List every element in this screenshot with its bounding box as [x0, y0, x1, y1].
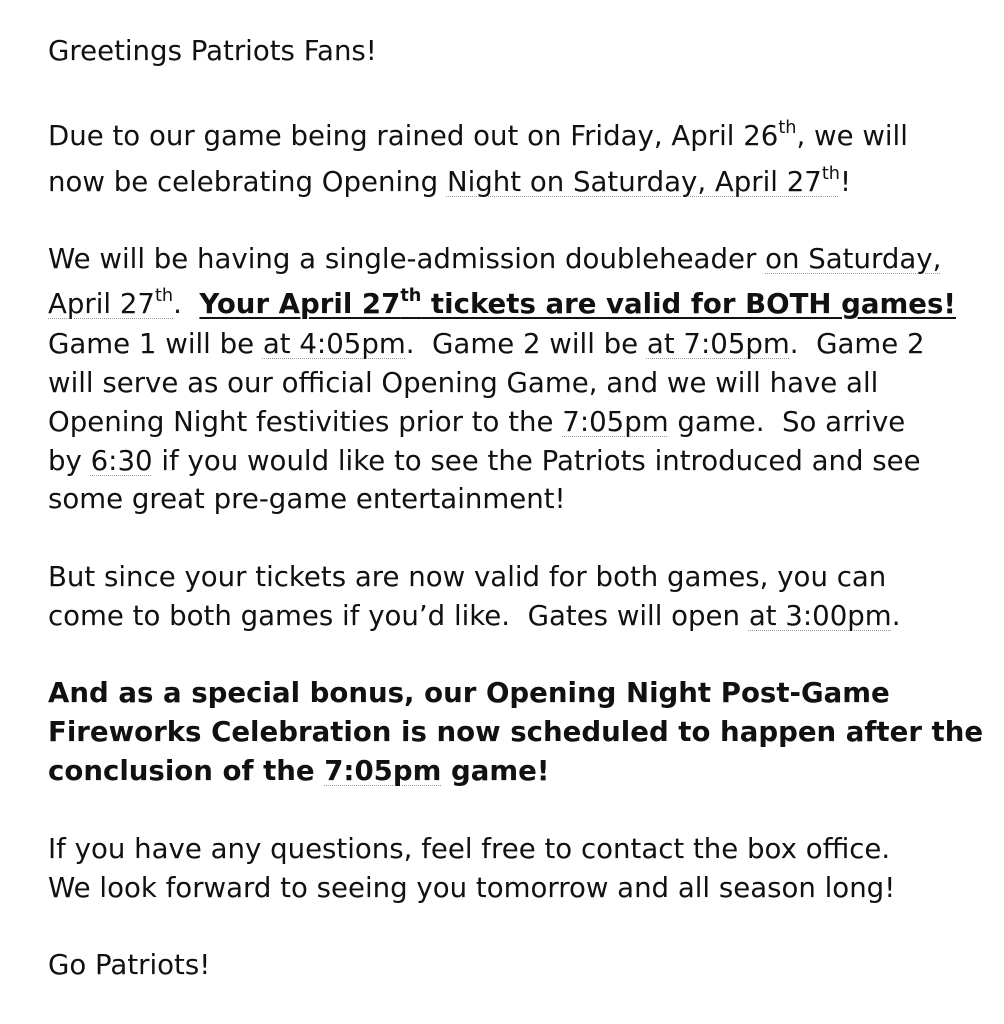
tickets-valid-notice-start: Your April 27: [199, 287, 401, 320]
rainout-text: Due to our game being rained out on Friday, April 26: [48, 119, 779, 152]
doubleheader-line-7: some great pre-game entertainment!: [48, 482, 566, 515]
greeting: Greetings Patriots Fans!: [48, 34, 377, 67]
closing: Go Patriots!: [48, 948, 211, 981]
doubleheader-text: We will be having a single-admission doubleheader: [48, 242, 766, 275]
festivities-time-link[interactable]: 7:05pm: [562, 405, 669, 438]
opening-night-date-link[interactable]: [447, 165, 840, 198]
gates-text-end: .: [891, 599, 901, 632]
rainout-line-2: [48, 163, 851, 201]
game-2-text-end: . Game 2: [789, 327, 925, 360]
sentence-gap: .: [173, 287, 200, 320]
rainout-line-1: [48, 117, 908, 155]
game-1-time-link[interactable]: at 4:05pm: [262, 327, 406, 360]
fireworks-text-end: game!: [441, 754, 550, 787]
ordinal-suffix: th: [778, 118, 797, 139]
ordinal-suffix: th: [821, 164, 840, 185]
doubleheader-line-6: [48, 442, 921, 480]
game-2-text: . Game 2 will be: [405, 327, 647, 360]
april-27-date-link[interactable]: [48, 287, 173, 320]
fireworks-line-3: [48, 752, 549, 790]
saturday-date-link[interactable]: on Saturday,: [765, 242, 942, 275]
game-1-text: Game 1 will be: [48, 327, 263, 360]
arrive-text: by: [48, 444, 91, 477]
contact-line-2: We look forward to seeing you tomorrow and all season long!: [48, 871, 896, 904]
rainout-text-end: , we will: [796, 119, 908, 152]
doubleheader-line-3: [48, 325, 925, 363]
gates-line-1: But since your tickets are now valid for both games, you can: [48, 560, 887, 593]
rainout-text-2-end: !: [839, 165, 852, 198]
tickets-valid-notice-end: tickets are valid for BOTH games!: [421, 287, 956, 320]
festivities-text-end: game. So arrive: [668, 405, 906, 438]
doubleheader-line-5: [48, 403, 905, 441]
game-2-time-link[interactable]: at 7:05pm: [646, 327, 790, 360]
rainout-text-2: now be celebrating Opening: [48, 165, 447, 198]
doubleheader-line-1: [48, 240, 941, 278]
tickets-valid-notice: [199, 287, 956, 320]
arrive-text-end: if you would like to see the Patriots introduced and see: [152, 444, 921, 477]
opening-night-date-text: Night on Saturday, April 27: [446, 165, 822, 198]
april-27-date-text: April 27: [48, 287, 155, 320]
fireworks-line-2: Fireworks Celebration is now scheduled to happen after the: [48, 715, 984, 748]
ordinal-suffix: th: [400, 286, 422, 307]
arrival-time-link[interactable]: 6:30: [90, 444, 153, 477]
contact-line-1: If you have any questions, feel free to contact the box office.: [48, 832, 891, 865]
festivities-text: Opening Night festivities prior to the: [48, 405, 563, 438]
doubleheader-line-4: will serve as our official Opening Game, and we will have all: [48, 366, 879, 399]
ordinal-suffix: th: [154, 286, 174, 307]
gates-text: come to both games if you’d like. Gates will open: [48, 599, 749, 632]
gates-time-link[interactable]: at 3:00pm: [748, 599, 892, 632]
gates-line-2: [48, 597, 900, 635]
fireworks-time-link[interactable]: 7:05pm: [324, 754, 442, 787]
fireworks-line-1: And as a special bonus, our Opening Night Post-Game: [48, 676, 890, 709]
doubleheader-line-2: [48, 285, 956, 323]
fireworks-text: conclusion of the: [48, 754, 325, 787]
